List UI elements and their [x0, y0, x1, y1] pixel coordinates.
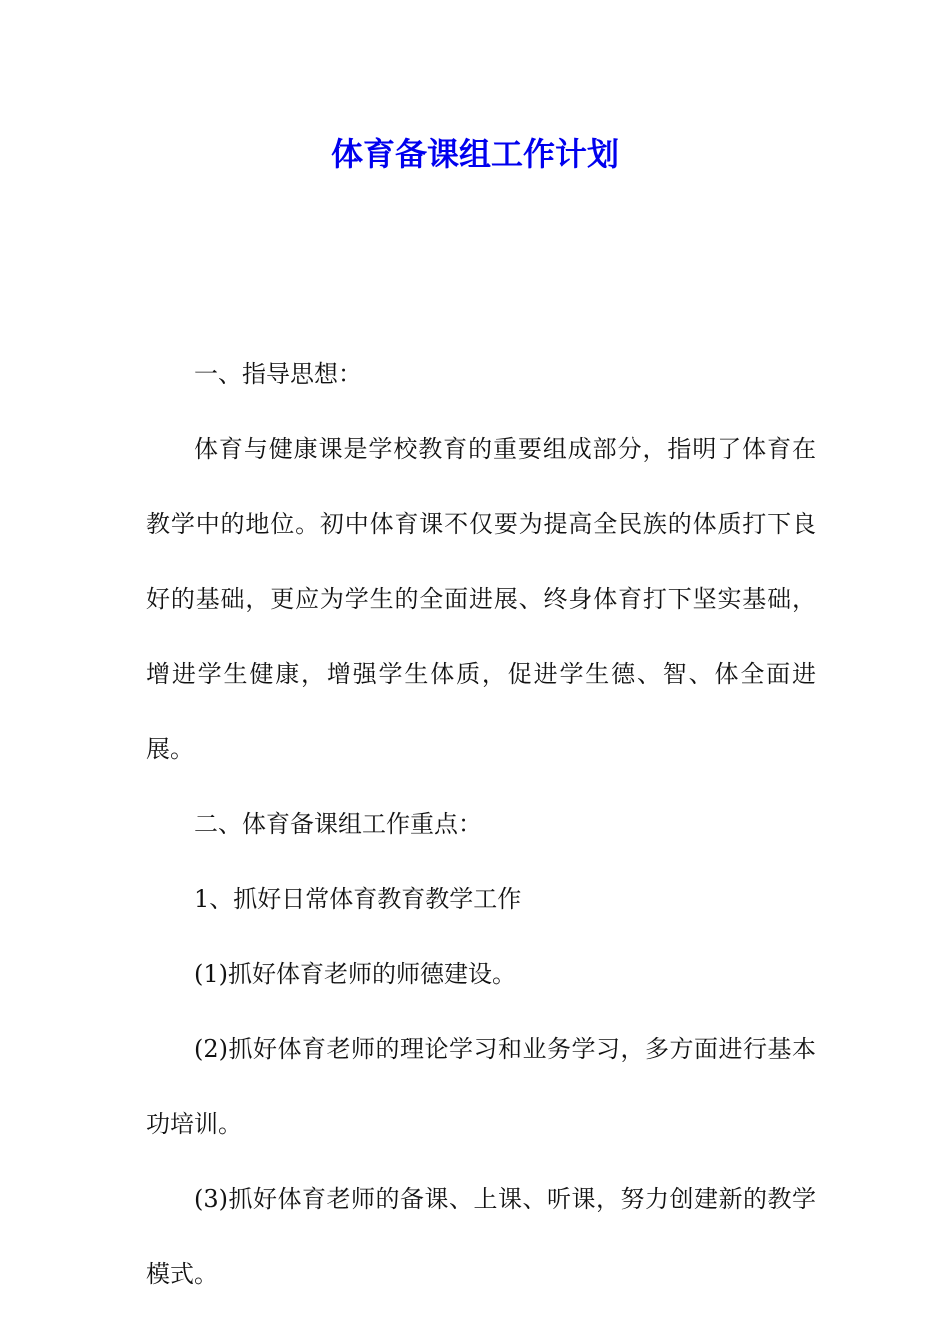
page-title: 体育备课组工作计划 [330, 135, 619, 173]
list-item-study-training: (2)抓好体育老师的理论学习和业务学习，多方面进行基本功培训。 [146, 1035, 816, 1138]
section-heading-guiding-ideology: 一、指导思想： [194, 360, 362, 388]
list-item-lesson-prep: (3)抓好体育老师的备课、上课、听课，努力创建新的教学模式。 [146, 1185, 816, 1288]
section-heading-work-focus: 二、体育备课组工作重点： [194, 810, 482, 838]
list-item-ethics: (1)抓好体育老师的师德建设。 [194, 960, 516, 988]
paragraph-guiding-ideology: 体育与健康课是学校教育的重要组成部分，指明了体育在教学中的地位。初中体育课不仅要为提高全民族的体质打下良好的基础，更应为学生的全面进展、终身体育打下坚实基础，增进学生健康，增强学生体质，促进学生德、智、体全面进展。 [146, 435, 816, 763]
document-body [146, 337, 816, 1312]
list-item-daily-teaching: 1、抓好日常体育教育教学工作 [194, 885, 522, 913]
